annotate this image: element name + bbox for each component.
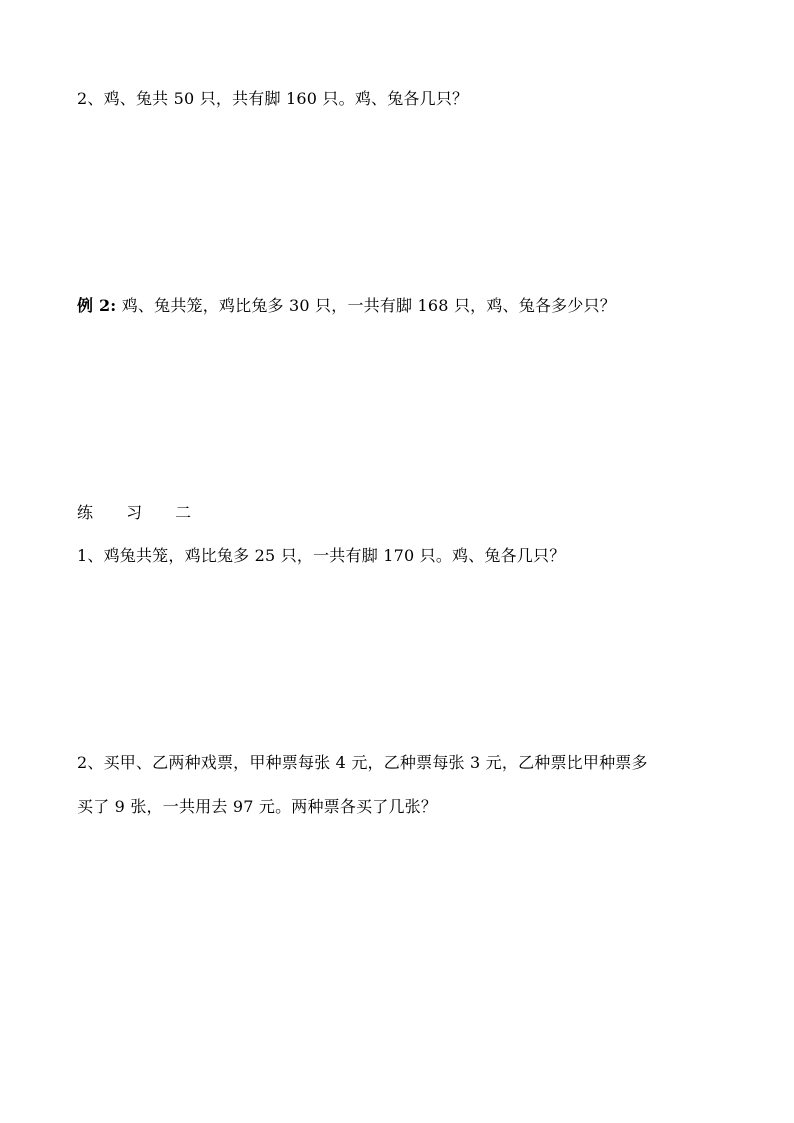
example-2-text: 鸡、兔共笼，鸡比兔多 30 只，一共有脚 168 只，鸡、兔各多少只？ bbox=[121, 296, 616, 315]
question-2: 2、鸡、兔共 50 只，共有脚 160 只。鸡、兔各几只？ bbox=[77, 89, 469, 108]
practice-question-1: 1、鸡兔共笼，鸡比兔多 25 只，一共有脚 170 只。鸡、兔各几只？ bbox=[77, 546, 566, 565]
example-2-label: 例 2: bbox=[77, 296, 117, 315]
practice-question-2-line-1: 2、买甲、乙两种戏票，甲种票每张 4 元，乙种票每张 3 元，乙种票比甲种票多 bbox=[77, 753, 648, 772]
practice-heading: 练 习 二 bbox=[77, 503, 206, 522]
practice-question-2-line-2: 买了 9 张，一共用去 97 元。两种票各买了几张？ bbox=[77, 797, 438, 816]
example-2 bbox=[77, 296, 616, 316]
